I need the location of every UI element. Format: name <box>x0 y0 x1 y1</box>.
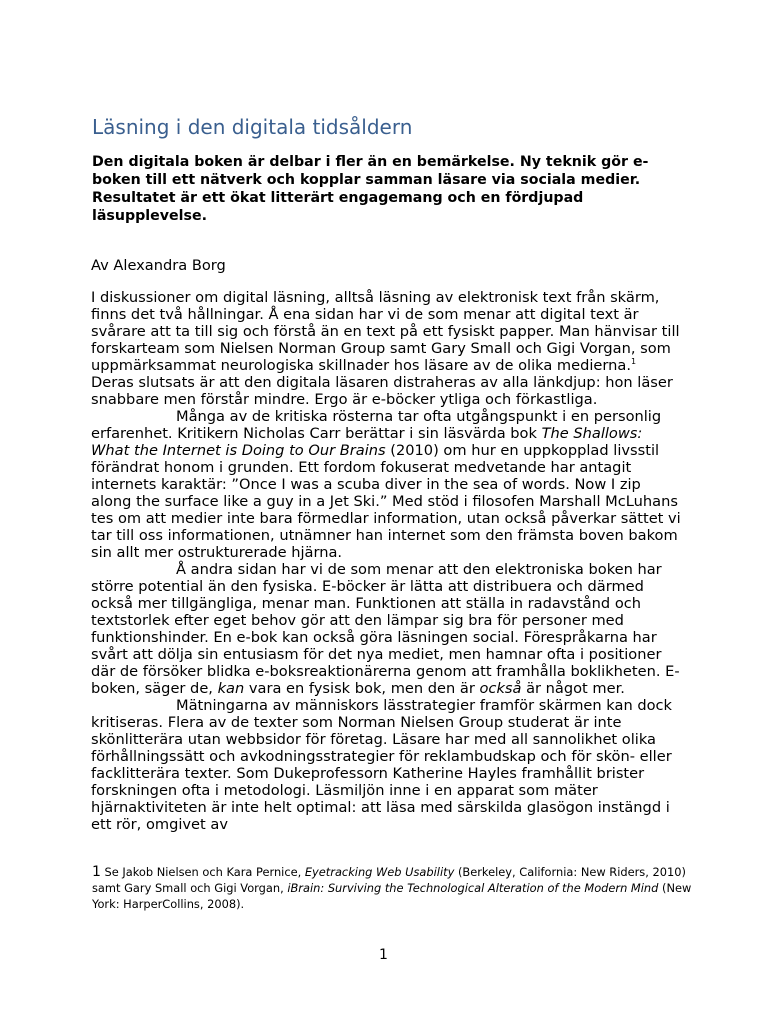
paragraph-3-text-b: vara en fysisk bok, men den är <box>244 680 480 697</box>
footnote-text-a: Se Jakob Nielsen och Kara Pernice, <box>100 865 305 879</box>
paragraph-1-text-b: Deras slutsats är att den digitala läsaren distraheras av alla länkdjup: hon läser snabbare men förstår mindre. Ergo är e-böcker ytliga och förkastliga. <box>91 374 673 408</box>
footnote-title-2: iBrain: Surviving the Technological Alteration of the Modern Mind <box>287 881 659 895</box>
footnote-title-1: Eyetracking Web Usability <box>304 865 455 879</box>
paragraph-3-text-c: är något mer. <box>521 680 625 697</box>
emphasis-ocksa: också <box>479 680 522 697</box>
article-title: Läsning i den digitala tidsåldern <box>92 115 413 139</box>
footnote-text-b: (Berkeley, California: New Riders, 2010) samt Gary Small och Gigi Vorgan, <box>92 865 686 895</box>
book-title: The Shallows: What the Internet is Doing to Our Brains <box>91 425 643 459</box>
paragraph-2 <box>91 408 683 561</box>
footnote <box>92 864 692 912</box>
emphasis-kan: kan <box>217 680 245 697</box>
footnote-number: 1 <box>92 864 101 880</box>
paragraph-2-text-b: (2010) om hur en uppkopplad livsstil förändrat honom i grunden. Ett fordom fokuserat medvetande har antagit internets karaktär: ”Once I was a scuba diver in the sea of words. Now I zip along the surface like a guy in a Jet Ski.” Med stöd i filosofen Marshall McLuhans tes om att medier inte bara förmedlar information, utan också påverkar sättet vi tar till oss informationen, utnämner han internet som den främsta boven bakom sin allt mer ostrukturerade hjärna. <box>91 442 681 561</box>
byline: Av Alexandra Borg <box>91 257 226 274</box>
paragraph-3 <box>91 561 683 697</box>
page-number: 1 <box>379 947 388 963</box>
footnote-reference: 1 <box>630 357 637 367</box>
paragraph-3-text-a: Å andra sidan har vi de som menar att den elektroniska boken har större potential än den fysiska. E-böcker är lätta att distribuera och därmed också mer tillgängliga, menar man. Funktionen att ställa in radavstånd och textstorlek efter eget behov gör att den lämpar sig bra för personer med funktionshinder. En e-bok kan också göra läsningen social. Förespråkarna har svårt att dölja sin entusiasm för det nya mediet, men hamnar ofta i positioner där de försöker blidka e-boksreaktionärerna genom att framhålla boklikheten. E-boken, säger de, <box>91 561 680 697</box>
paragraph-1-text-a: I diskussioner om digital läsning, alltså läsning av elektronisk text från skärm, finns det två hållningar. Å ena sidan har vi de som menar att digital text är svårare att ta till sig och förstå än en text på ett fysiskt papper. Man hänvisar till forskarteam som Nielsen Norman Group samt Gary Small och Gigi Vorgan, som uppmärksammat neurologiska skillnader hos läsare av de olika medierna. <box>91 289 680 374</box>
article-lead: Den digitala boken är delbar i fler än en bemärkelse. Ny teknik gör e-boken till ett nätverk och kopplar samman läsare via sociala medier. Resultatet är ett ökat litterärt engagemang och en fördjupad läsupplevelse. <box>92 154 649 224</box>
paragraph-2-text-a: Många av de kritiska rösterna tar ofta utgångspunkt i en personlig erfarenhet. Kritikern Nicholas Carr berättar i sin läsvärda bok <box>91 408 662 442</box>
article-body <box>91 289 683 833</box>
paragraph-4: Mätningarna av människors lässtrategier framför skärmen kan dock kritiseras. Flera av de texter som Norman Nielsen Group studerat är inte skönlitterära utan webbsidor för företag. Läsare har med all sannolikhet olika förhållningssätt och avkodningsstrategier för reklambudskap och för skön- eller facklitterära texter. Som Dukeprofessorn Katherine Hayles framhållit brister forskningen ofta i metodologi. Läsmiljön inne i en apparat som mäter hjärnaktiviteten är inte helt optimal: att läsa med särskilda glasögon instängd i ett rör, omgivet av <box>91 697 672 833</box>
paragraph-1 <box>91 289 683 408</box>
footnote-text-c: (New York: HarperCollins, 2008). <box>92 881 692 911</box>
